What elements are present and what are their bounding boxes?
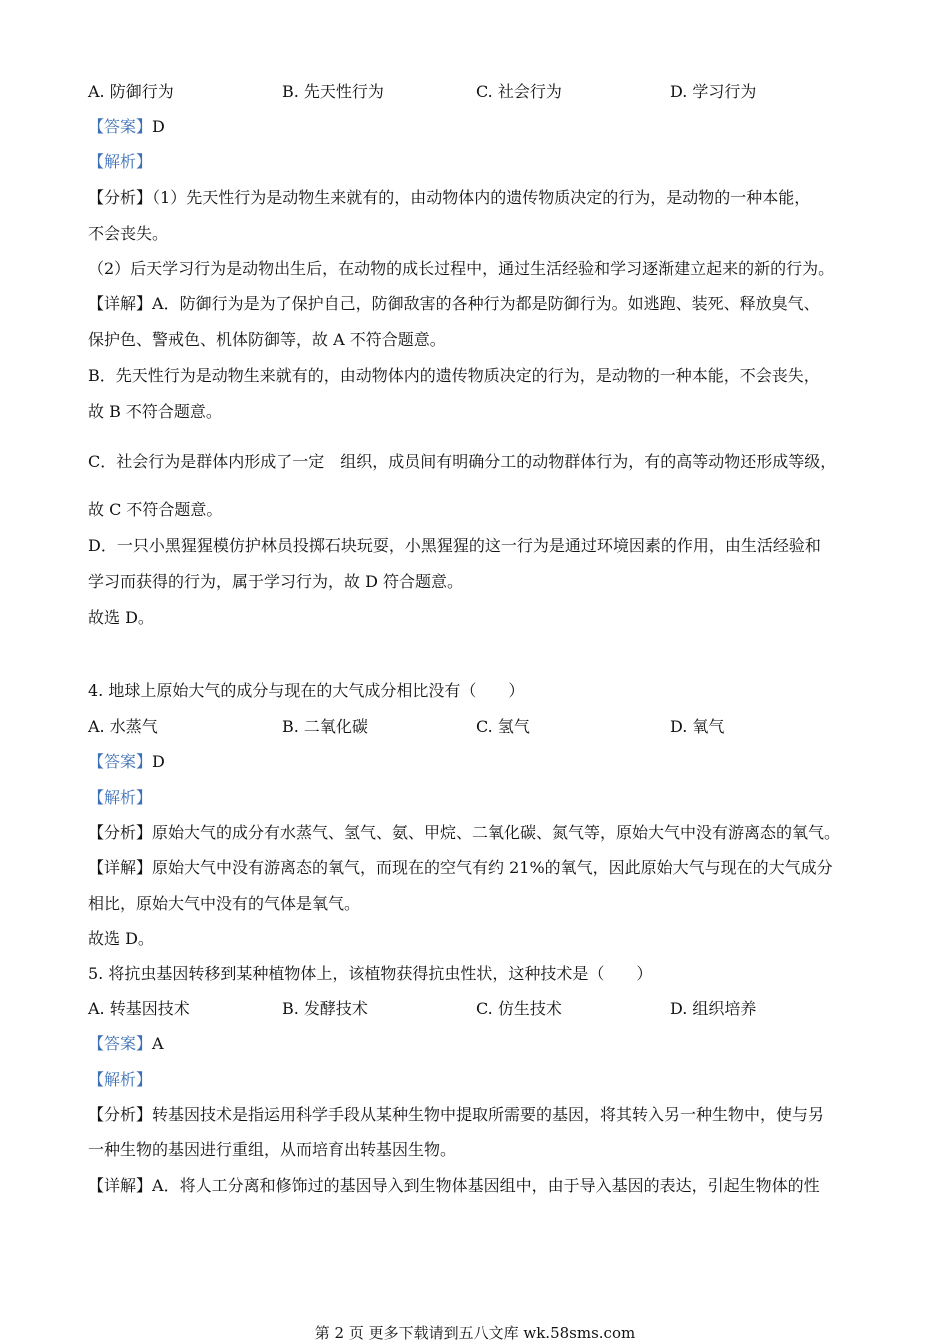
page-footer: 第 2 页 更多下载请到五八文库 wk.58sms.com bbox=[314, 1324, 636, 1342]
fenxi-label: 【分析】 bbox=[88, 1105, 153, 1124]
q5-option-b: B. 发酵技术 bbox=[282, 999, 368, 1018]
q3-detail-line-8: 学习而获得的行为，属于学习行为，故 D 符合题意。 bbox=[88, 572, 464, 591]
q3-fenxi-line-3: （2）后天学习行为是动物出生后，在动物的成长过程中，通过生活经验和学习逐渐建立起来的新的行为。 bbox=[88, 259, 835, 278]
q3-answer: D bbox=[152, 117, 165, 136]
analysis-tag: 【解析】 bbox=[88, 788, 153, 807]
q4-analysis-header bbox=[88, 786, 890, 810]
q3-fenxi-line-2: 不会丧失。 bbox=[88, 224, 169, 243]
q4-option-a: A. 水蒸气 bbox=[88, 717, 158, 736]
q4-answer: D bbox=[152, 752, 165, 771]
q4-option-c: C. 氢气 bbox=[476, 717, 530, 736]
q3-detail-text-1: A．防御行为是为了保护自己，防御敌害的各种行为都是防御行为。如逃跑、装死、释放臭气、 bbox=[152, 294, 820, 313]
answer-tag: 【答案】 bbox=[88, 1034, 153, 1053]
detail-label: 【详解】 bbox=[88, 1176, 153, 1195]
q5-detail-text-1: A．将人工分离和修饰过的基因导入到生物体基因组中，由于导入基因的表达，引起生物体的性 bbox=[152, 1176, 820, 1195]
q3-answer-line bbox=[88, 115, 890, 139]
q5-options bbox=[88, 997, 890, 1021]
q4-detail-line-2: 相比，原始大气中没有的气体是氧气。 bbox=[88, 894, 361, 913]
q5-answer-line bbox=[88, 1032, 890, 1056]
q4-options bbox=[88, 715, 890, 739]
q4-detail-line-1 bbox=[88, 856, 890, 880]
fenxi-label: 【分析】 bbox=[88, 823, 153, 842]
q4-answer-line bbox=[88, 750, 890, 774]
q5-detail-line-1 bbox=[88, 1174, 890, 1198]
q5-fenxi-text-1: 转基因技术是指运用科学手段从某种生物中提取所需要的基因，将其转入另一种生物中，使与另 bbox=[152, 1105, 825, 1124]
q3-detail-line-5: C．社会行为是群体内形成了一定 组织，成员间有明确分工的动物群体行为，有的高等动物还形成等级， bbox=[88, 452, 837, 471]
q3-option-b: B. 先天性行为 bbox=[282, 82, 384, 101]
q3-option-a: A. 防御行为 bbox=[88, 82, 174, 101]
q5-answer: A bbox=[152, 1034, 164, 1053]
q3-detail-line-2: 保护色、警戒色、机体防御等，故 A 不符合题意。 bbox=[88, 330, 446, 349]
q5-option-c: C. 仿生技术 bbox=[476, 999, 562, 1018]
q3-conclusion: 故选 D。 bbox=[88, 608, 154, 627]
q5-option-a: A. 转基因技术 bbox=[88, 999, 190, 1018]
answer-tag: 【答案】 bbox=[88, 117, 153, 136]
q4-conclusion: 故选 D。 bbox=[88, 929, 154, 948]
answer-tag: 【答案】 bbox=[88, 752, 153, 771]
fenxi-label: 【分析】 bbox=[88, 188, 153, 207]
q5-stem: 5. 将抗虫基因转移到某种植物体上，该植物获得抗虫性状，这种技术是（ ） bbox=[88, 964, 653, 983]
q3-detail-line-1 bbox=[88, 292, 890, 316]
detail-label: 【详解】 bbox=[88, 294, 153, 313]
q3-options bbox=[88, 80, 890, 104]
q3-fenxi-text-1: （1）先天性行为是动物生来就有的，由动物体内的遗传物质决定的行为，是动物的一种本能， bbox=[152, 188, 811, 207]
q3-detail-line-7: D．一只小黑猩猩模仿护林员投掷石块玩耍，小黑猩猩的这一行为是通过环境因素的作用，由生活经验和 bbox=[88, 536, 821, 555]
q3-detail-line-6: 故 C 不符合题意。 bbox=[88, 500, 223, 519]
q4-detail-text-1: 原始大气中没有游离态的氧气，而现在的空气有约 21%的氧气，因此原始大气与现在的大气成分 bbox=[152, 858, 833, 877]
q3-option-c: C. 社会行为 bbox=[476, 82, 562, 101]
q4-option-d: D. 氧气 bbox=[670, 717, 725, 736]
q4-option-b: B. 二氧化碳 bbox=[282, 717, 368, 736]
q5-option-d: D. 组织培养 bbox=[670, 999, 757, 1018]
q3-detail-line-3: B．先天性行为是动物生来就有的，由动物体内的遗传物质决定的行为，是动物的一种本能，不会丧失， bbox=[88, 366, 820, 385]
q3-detail-line-4: 故 B 不符合题意。 bbox=[88, 402, 222, 421]
q5-fenxi-line-1 bbox=[88, 1103, 890, 1127]
q3-option-d: D. 学习行为 bbox=[670, 82, 757, 101]
detail-label: 【详解】 bbox=[88, 858, 153, 877]
q4-stem: 4. 地球上原始大气的成分与现在的大气成分相比没有（ ） bbox=[88, 681, 525, 700]
q3-fenxi-line-1 bbox=[88, 186, 890, 210]
q4-fenxi-line-1 bbox=[88, 821, 890, 845]
q4-fenxi-text-1: 原始大气的成分有水蒸气、氢气、氨、甲烷、二氧化碳、氮气等，原始大气中没有游离态的氧气。 bbox=[152, 823, 841, 842]
q3-analysis-header bbox=[88, 150, 890, 174]
analysis-tag: 【解析】 bbox=[88, 1070, 153, 1089]
q5-fenxi-line-2: 一种生物的基因进行重组，从而培育出转基因生物。 bbox=[88, 1140, 457, 1159]
analysis-tag: 【解析】 bbox=[88, 152, 153, 171]
q5-analysis-header bbox=[88, 1068, 890, 1092]
